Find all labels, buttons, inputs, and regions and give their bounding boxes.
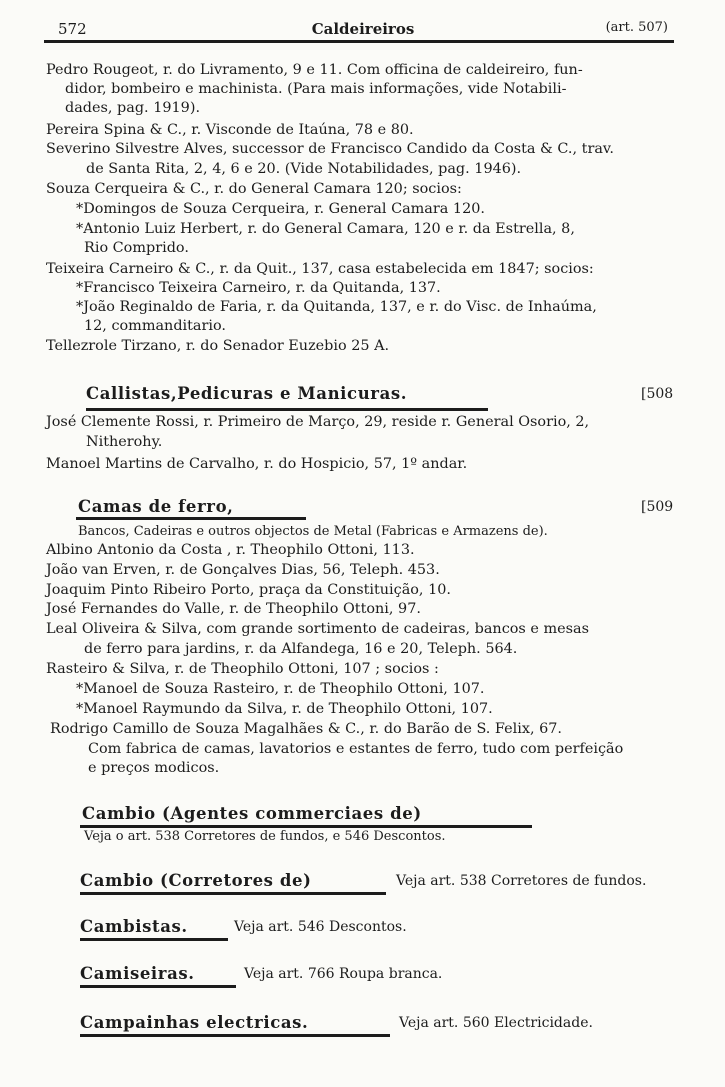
entry-line: *Antonio Luiz Herbert, r. do General Camara, 120 e r. da Estrella, 8, — [76, 221, 575, 237]
section-title-campainhas: Campainhas electricas. — [80, 1013, 309, 1032]
entry-line: Rasteiro & Silva, r. de Theophilo Ottoni, 107 ; socios : — [46, 661, 439, 677]
entry-line: Pedro Rougeot, r. do Livramento, 9 e 11. Com officina de caldeireiro, fun- — [46, 62, 583, 78]
entry-line: Manoel Martins de Carvalho, r. do Hospicio, 57, 1º andar. — [46, 456, 468, 472]
entry-line: Albino Antonio da Costa , r. Theophilo Ottoni, 113. — [46, 542, 415, 558]
section-number: [508 — [641, 386, 674, 402]
entry-line: 12, commanditario. — [84, 318, 226, 334]
article-reference: (art. 507) — [605, 20, 668, 35]
running-title: Caldeireiros — [311, 20, 415, 38]
entry-line: *João Reginaldo de Faria, r. da Quitanda, 137, e r. do Visc. de Inhaúma, — [76, 299, 597, 315]
entry-line: de ferro para jardins, r. da Alfandega, 16 e 20, Teleph. 564. — [84, 641, 518, 657]
section-rule — [80, 938, 228, 941]
section-title-cambio-corretores: Cambio (Corretores de) — [80, 871, 312, 890]
entry-line: Nitherohy. — [86, 434, 163, 450]
page-header — [58, 20, 668, 40]
section-rule — [80, 825, 532, 828]
section-rule — [80, 1034, 390, 1037]
entry-line: Joaquim Pinto Ribeiro Porto, praça da Constituição, 10. — [46, 582, 451, 598]
entry-line: Teixeira Carneiro & C., r. da Quit., 137, casa estabelecida em 1847; socios: — [46, 261, 594, 277]
section-rule — [76, 517, 306, 520]
entry-line: José Clemente Rossi, r. Primeiro de Março, 29, reside r. General Osorio, 2, — [46, 414, 590, 430]
section-title-cambistas: Cambistas. — [80, 917, 188, 936]
section-subtitle: Bancos, Cadeiras e outros objectos de Metal (Fabricas e Armazens de). — [78, 524, 548, 539]
cross-reference: Veja o art. 538 Corretores de fundos, e 546 Descontos. — [84, 829, 446, 844]
entry-line: *Manoel Raymundo da Silva, r. de Theophilo Ottoni, 107. — [76, 701, 493, 717]
entry-line: José Fernandes do Valle, r. de Theophilo Ottoni, 97. — [46, 601, 421, 617]
section-rule — [80, 985, 236, 988]
entry-line: Tellezrole Tirzano, r. do Senador Euzebio 25 A. — [46, 338, 390, 354]
section-title-camiseiras: Camiseiras. — [80, 964, 195, 983]
entry-line: *Domingos de Souza Cerqueira, r. General Camara 120. — [76, 201, 485, 217]
entry-line: Rio Comprido. — [84, 240, 189, 256]
section-title-callistas: Callistas,Pedicuras e Manicuras. — [86, 384, 408, 403]
entry-line: dades, pag. 1919). — [65, 100, 201, 116]
header-rule — [44, 40, 674, 43]
entry-line: *Francisco Teixeira Carneiro, r. da Quitanda, 137. — [76, 280, 441, 296]
page-number: 572 — [58, 20, 87, 38]
cross-reference: Veja art. 546 Descontos. — [234, 919, 407, 935]
entry-line: Pereira Spina & C., r. Visconde de Itaúna, 78 e 80. — [46, 122, 414, 138]
cross-reference: Veja art. 766 Roupa branca. — [244, 966, 443, 982]
entry-line: *Manoel de Souza Rasteiro, r. de Theophilo Ottoni, 107. — [76, 681, 485, 697]
entry-line: didor, bombeiro e machinista. (Para mais informações, vide Notabili- — [65, 81, 567, 97]
entry-line: Severino Silvestre Alves, successor de Francisco Candido da Costa & C., trav. — [46, 141, 614, 157]
entry-line: Souza Cerqueira & C., r. do General Camara 120; socios: — [46, 181, 462, 197]
section-title-cambio-agentes: Cambio (Agentes commerciaes de) — [82, 804, 422, 823]
entry-line: de Santa Rita, 2, 4, 6 e 20. (Vide Notabilidades, pag. 1946). — [86, 161, 522, 177]
cross-reference: Veja art. 538 Corretores de fundos. — [396, 873, 647, 889]
entry-line: e preços modicos. — [88, 760, 220, 776]
section-title-camas: Camas de ferro, — [78, 497, 234, 516]
section-rule — [86, 408, 488, 411]
section-rule — [80, 892, 386, 895]
section-number: [509 — [641, 499, 674, 515]
entry-line: João van Erven, r. de Gonçalves Dias, 56, Teleph. 453. — [46, 562, 440, 578]
entry-line: Com fabrica de camas, lavatorios e estantes de ferro, tudo com perfeição — [88, 741, 624, 757]
cross-reference: Veja art. 560 Electricidade. — [399, 1015, 593, 1031]
entry-line: Leal Oliveira & Silva, com grande sortimento de cadeiras, bancos e mesas — [46, 621, 589, 637]
entry-line: Rodrigo Camillo de Souza Magalhães & C., r. do Barão de S. Felix, 67. — [50, 721, 563, 737]
